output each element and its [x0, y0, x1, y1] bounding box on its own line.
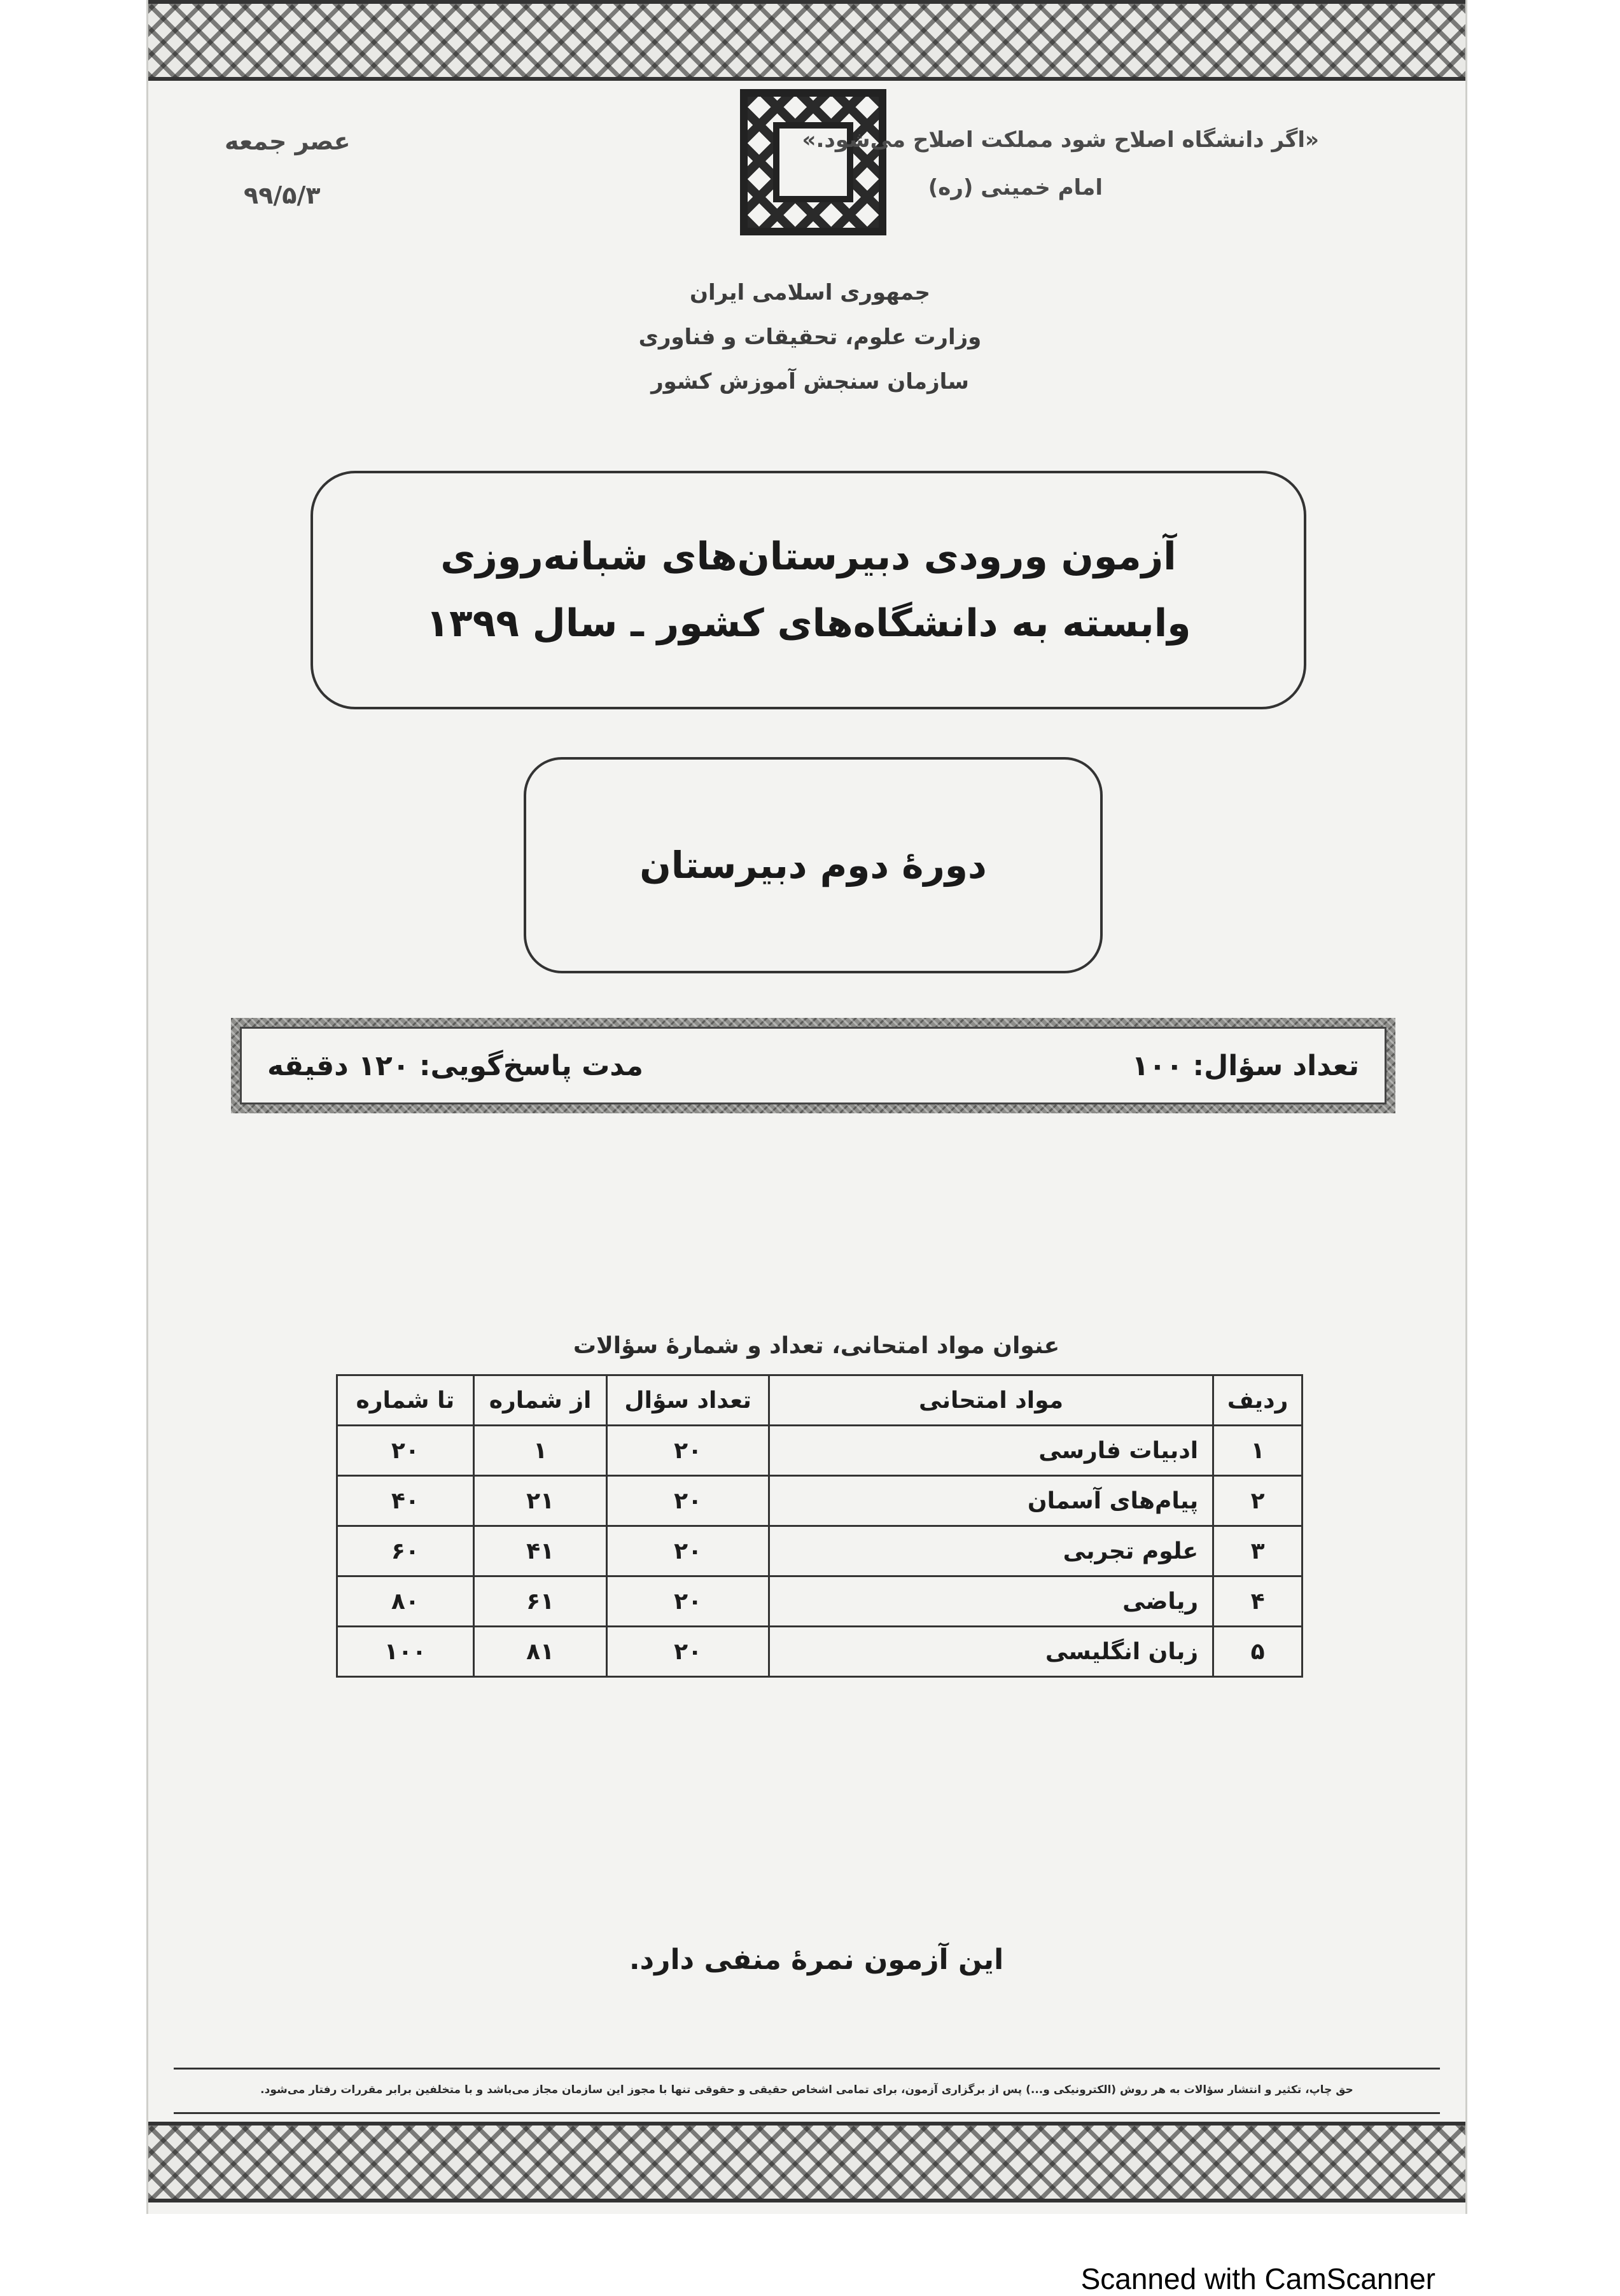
negative-marking-note: این آزمون نمرهٔ منفی دارد.: [629, 1944, 1004, 1976]
to-number-cell: ۱۰۰: [337, 1627, 474, 1677]
row-index: ۴: [1213, 1576, 1302, 1627]
to-number-cell: ۲۰: [337, 1426, 474, 1476]
from-number-cell: ۴۱: [473, 1526, 607, 1576]
exam-level: دورهٔ دوم دبیرستان: [639, 844, 987, 887]
quote-author: امام خمینی (ره): [928, 175, 1103, 200]
subject-name: علوم تجربی: [769, 1526, 1213, 1576]
table-row: [337, 1476, 1302, 1526]
to-number-cell: ۶۰: [337, 1526, 474, 1576]
exam-level-box: [524, 757, 1103, 973]
row-index: ۵: [1213, 1627, 1302, 1677]
subjects-table: [336, 1374, 1303, 1678]
from-number-cell: ۲۱: [473, 1476, 607, 1526]
header-quote: «اگر دانشگاه اصلاح شود مملکت اصلاح می‌شود.»: [802, 127, 1319, 153]
question-count: تعداد سؤال: ۱۰۰: [1131, 1049, 1359, 1082]
to-number-cell: ۴۰: [337, 1476, 474, 1526]
header-subject: مواد امتحانی: [769, 1375, 1213, 1426]
question-count-cell: ۲۰: [607, 1576, 769, 1627]
from-number-cell: ۶۱: [473, 1576, 607, 1627]
footer-rule-top: [174, 2068, 1440, 2070]
scanner-watermark: Scanned with CamScanner: [1080, 2262, 1435, 2295]
organization-logo: [740, 89, 886, 235]
org-line-3: سازمان سنجش آموزش کشور: [651, 369, 969, 394]
subject-name: ادبیات فارسی: [769, 1426, 1213, 1476]
exam-sheet: [146, 0, 1467, 2214]
row-index: ۲: [1213, 1476, 1302, 1526]
bottom-ornamental-border: [148, 2122, 1465, 2202]
top-ornamental-border: [148, 0, 1465, 81]
question-count-cell: ۲۰: [607, 1526, 769, 1576]
header-row-index: ردیف: [1213, 1375, 1302, 1426]
subjects-table-caption: عنوان مواد امتحانی، تعداد و شمارهٔ سؤالات: [573, 1333, 1060, 1359]
copyright-notice: حق چاپ، تکثیر و انتشار سؤالات به هر روش (الکترونیکی و...) پس از برگزاری آزمون، برای تمامی اشخاص حقیقی و حقوقی تنها با مجوز این سازمان مجاز می‌باشد و با متخلفین برابر مقررات رفتار می‌شود.: [260, 2084, 1353, 2096]
question-count-cell: ۲۰: [607, 1426, 769, 1476]
header-from-number: از شماره: [473, 1375, 607, 1426]
table-row: [337, 1576, 1302, 1627]
subjects-table-header-row: [337, 1375, 1302, 1426]
exam-title-line-2: وابسته به دانشگاه‌های کشور ـ سال ۱۳۹۹: [426, 601, 1191, 646]
exam-title-box: [311, 471, 1306, 709]
exam-info-inner: [240, 1027, 1386, 1104]
row-index: ۳: [1213, 1526, 1302, 1576]
duration: مدت پاسخ‌گویی: ۱۲۰ دقیقه: [267, 1049, 643, 1082]
subject-name: زبان انگلیسی: [769, 1627, 1213, 1677]
exam-title-line-1: آزمون ورودی دبیرستان‌های شبانه‌روزی: [440, 534, 1177, 579]
exam-info-bar: [231, 1018, 1395, 1113]
header-to-number: تا شماره: [337, 1375, 474, 1426]
exam-session: عصر جمعه: [225, 127, 351, 155]
question-count-cell: ۲۰: [607, 1476, 769, 1526]
org-line-1: جمهوری اسلامی ایران: [689, 280, 931, 305]
header-question-count: تعداد سؤال: [607, 1375, 769, 1426]
question-count-cell: ۲۰: [607, 1627, 769, 1677]
from-number-cell: ۸۱: [473, 1627, 607, 1677]
row-index: ۱: [1213, 1426, 1302, 1476]
from-number-cell: ۱: [473, 1426, 607, 1476]
table-row: [337, 1526, 1302, 1576]
table-row: [337, 1426, 1302, 1476]
subject-name: ریاضی: [769, 1576, 1213, 1627]
to-number-cell: ۸۰: [337, 1576, 474, 1627]
exam-date: ۹۹/۵/۳: [244, 181, 321, 209]
subject-name: پیام‌های آسمان: [769, 1476, 1213, 1526]
footer-rule-bottom: [174, 2112, 1440, 2114]
table-row: [337, 1627, 1302, 1677]
org-line-2: وزارت علوم، تحقیقات و فناوری: [638, 324, 982, 350]
